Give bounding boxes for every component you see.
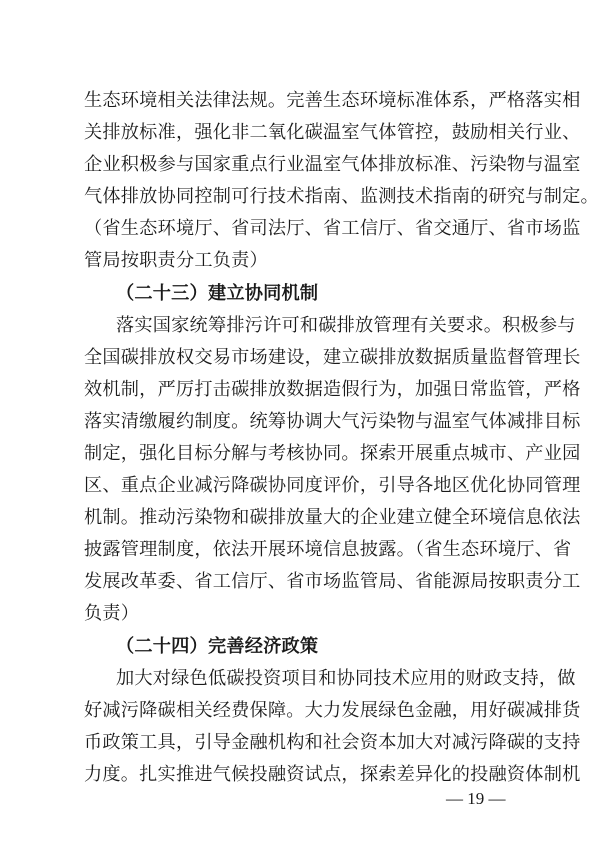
paragraph1-line-2: 关排放标准，强化非二氧化碳温室气体管控，鼓励相关行业、: [84, 122, 581, 143]
paragraph1-line-6: 管局按职责分工负责）: [84, 250, 268, 271]
paragraph1-line-3: 企业积极参与国家重点行业温室气体排放标准、污染物与温室: [84, 154, 581, 175]
paragraph2-line-8: 披露管理制度，依法开展环境信息披露。（省生态环境厅、省: [84, 539, 572, 560]
paragraph2-line-5: 制定，强化目标分解与考核协同。探索开展重点城市、产业园: [84, 443, 581, 464]
page-number: — 19 —: [446, 789, 506, 808]
paragraph3-line-1: 加大对绿色低碳投资项目和协同技术应用的财政支持，做: [116, 668, 576, 689]
paragraph3-line-4: 力度。扎实推进气候投融资试点，探索差异化的投融资体制机: [84, 764, 581, 785]
paragraph2-line-4: 落实清缴履约制度。统筹协调大气污染物与温室气体减排目标: [84, 411, 581, 432]
paragraph2-line-1: 落实国家统筹排污许可和碳排放管理有关要求。积极参与: [116, 315, 576, 336]
paragraph2-line-7: 机制。推动污染物和碳排放量大的企业建立健全环境信息依法: [84, 507, 581, 528]
paragraph1-line-4: 气体排放协同控制可行技术指南、监测技术指南的研究与制定。: [84, 186, 599, 207]
section-heading-24: （二十四）完善经济政策: [116, 636, 319, 657]
paragraph2-line-3: 效机制，严厉打击碳排放数据造假行为，加强日常监管，严格: [84, 379, 581, 400]
paragraph1-line-5: （省生态环境厅、省司法厅、省工信厅、省交通厅、省市场监: [84, 218, 581, 239]
section-heading-23: （二十三）建立协同机制: [116, 283, 319, 304]
paragraph3-line-2: 好减污降碳相关经费保障。大力发展绿色金融，用好碳减排货: [84, 700, 581, 721]
paragraph2-line-9: 发展改革委、省工信厅、省市场监管局、省能源局按职责分工: [84, 571, 581, 592]
paragraph2-line-2: 全国碳排放权交易市场建设，建立碳排放数据质量监督管理长: [84, 347, 581, 368]
paragraph2-line-10: 负责）: [84, 603, 140, 624]
paragraph3-line-3: 币政策工具，引导金融机构和社会资本加大对减污降碳的支持: [84, 732, 581, 753]
paragraph2-line-6: 区、重点企业减污降碳协同度评价，引导各地区优化协同管理: [84, 475, 581, 496]
paragraph1-line-1: 生态环境相关法律法规。完善生态环境标准体系，严格落实相: [84, 90, 581, 111]
